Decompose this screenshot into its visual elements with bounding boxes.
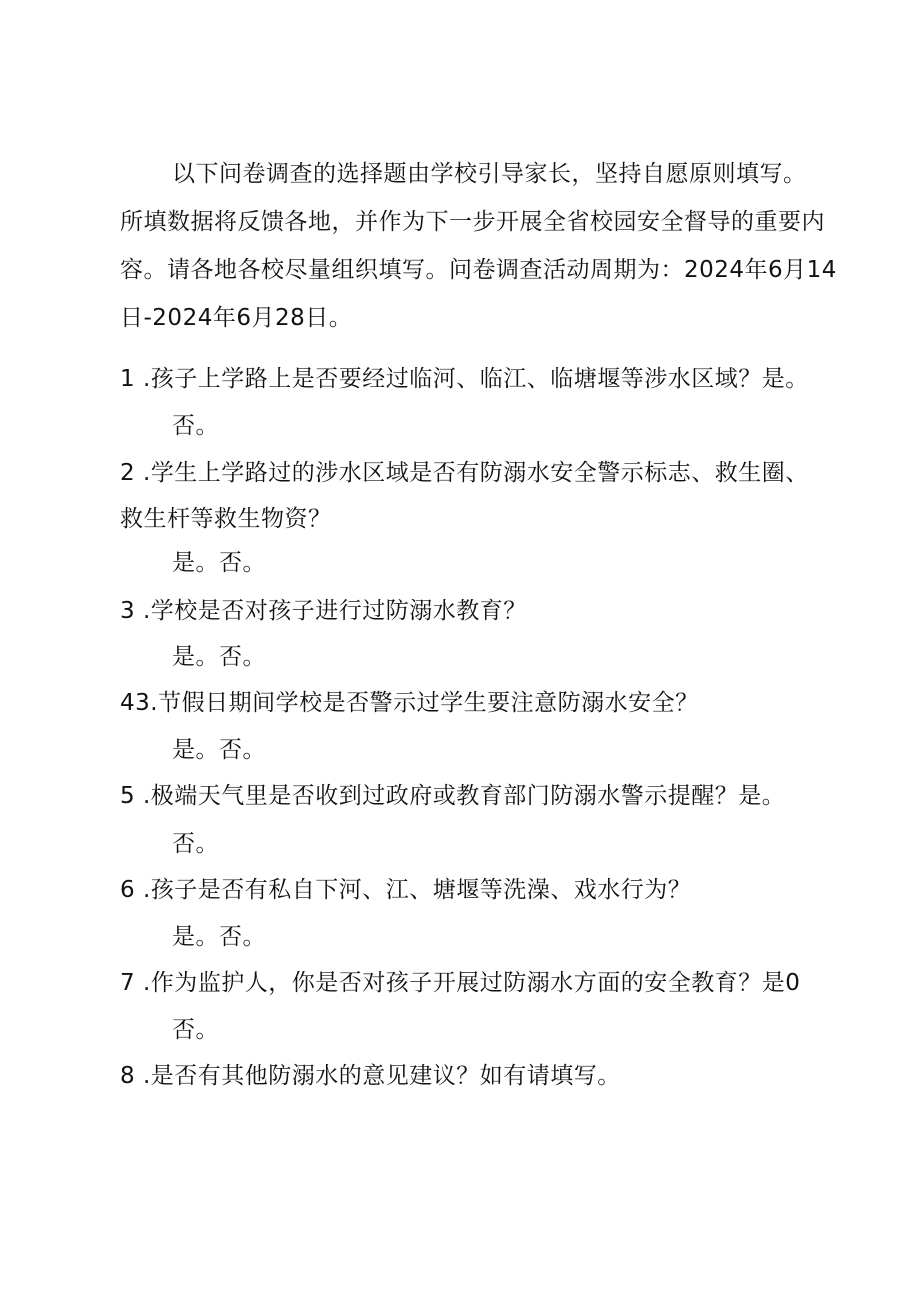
question-4: 43.节假日期间学校是否警示过学生要注意防溺水安全？ [120, 690, 699, 716]
question-7-options: 否。 [172, 1017, 219, 1043]
question-5: 5 .极端天气里是否收到过政府或教育部门防溺水警示提醒？是。 [120, 783, 786, 809]
question-2-continued: 救生杆等救生物资？ [120, 506, 332, 532]
question-4-options: 是。否。 [172, 737, 266, 763]
intro-line-2: 所填数据将反馈各地，并作为下一步开展全省校园安全督导的重要内 [120, 209, 825, 235]
intro-line-1: 以下问卷调查的选择题由学校引导家长，坚持自愿原则填写。 [172, 161, 807, 187]
question-5-options: 否。 [172, 831, 219, 857]
question-6-options: 是。否。 [172, 924, 266, 950]
intro-line-4: 日-2024年6月28日。 [120, 305, 353, 331]
question-2: 2 .学生上学路过的涉水区域是否有防溺水安全警示标志、救生圈、 [120, 460, 809, 486]
question-3-options: 是。否。 [172, 644, 266, 670]
question-1-options: 否。 [172, 413, 219, 439]
intro-paragraph [120, 150, 837, 342]
question-6: 6 .孩子是否有私自下河、江、塘堰等洗澡、戏水行为？ [120, 877, 692, 903]
question-8: 8 .是否有其他防溺水的意见建议？如有请填写。 [120, 1063, 621, 1089]
question-3: 3 .学校是否对孩子进行过防溺水教育？ [120, 598, 527, 624]
intro-line-3: 容。请各地各校尽量组织填写。问卷调查活动周期为：2024年6月14 [120, 257, 837, 283]
question-2-options: 是。否。 [172, 550, 266, 576]
question-7: 7 .作为监护人，你是否对孩子开展过防溺水方面的安全教育？是0 [120, 970, 801, 996]
question-1: 1 .孩子上学路上是否要经过临河、临江、临塘堰等涉水区域？是。 [120, 366, 809, 392]
